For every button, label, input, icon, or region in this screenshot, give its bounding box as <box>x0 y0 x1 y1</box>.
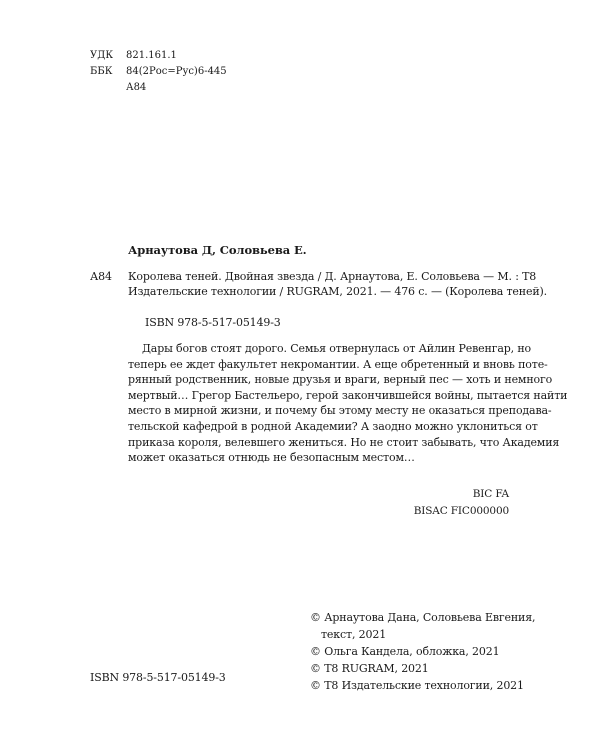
record-author: Арнаутова Д, Соловьева Е. <box>128 243 307 257</box>
annotation-line: рянный родственник, новые друзья и враги, верный пес — хоть и немного <box>128 373 553 387</box>
bbk-value: 84(2Рос=Рус)6-445 <box>126 65 227 77</box>
record-code: А84 <box>90 270 112 283</box>
copyright-line: © Т8 RUGRAM, 2021 <box>310 662 429 675</box>
copyright-line: текст, 2021 <box>321 628 387 641</box>
udk-row <box>90 47 227 63</box>
annotation-line: место в мирной жизни, и почему бы этому месту не оказаться преподава- <box>128 404 552 418</box>
author-code: А84 <box>126 81 147 93</box>
copyright-block <box>310 609 535 694</box>
record-isbn: ISBN 978-5-517-05149-3 <box>145 316 281 329</box>
footer-isbn: ISBN 978-5-517-05149-3 <box>90 671 226 684</box>
annotation-line: теперь ее ждет факультет некромантии. А еще обретенный и вновь поте- <box>128 357 548 371</box>
bbk-label: ББК <box>90 65 113 77</box>
annotation-line: приказа короля, велевшего жениться. Но не стоит забывать, что Академия <box>128 435 560 449</box>
copyright-line: © Арнаутова Дана, Соловьева Евгения, <box>310 611 536 624</box>
udk-value: 821.161.1 <box>126 49 177 61</box>
copyright-line: © Ольга Кандела, обложка, 2021 <box>310 645 500 658</box>
record-line: Издательские технологии / RUGRAM, 2021. — 476 с. — (Королева теней). <box>128 285 547 298</box>
annotation-line: может оказаться отнюдь не безопасным местом… <box>128 451 415 465</box>
annotation <box>128 341 568 466</box>
subject-codes <box>414 486 509 520</box>
classification-block <box>90 47 227 95</box>
copyright-line: © Т8 Издательские технологии, 2021 <box>310 679 524 692</box>
annotation-line: Дары богов стоят дорого. Семья отвернулась от Айлин Ревенгар, но <box>142 342 531 355</box>
bic-code: BIC FA <box>472 488 509 500</box>
bbk-row <box>90 63 227 79</box>
annotation-line: мертвый… Грегор Бастельеро, герой закончившейся войны, пытается найти <box>128 388 568 402</box>
record-description <box>128 269 547 299</box>
udk-label: УДК <box>90 49 114 61</box>
record-line: Королева теней. Двойная звезда / Д. Арнаутова, Е. Соловьева — М. : Т8 <box>128 270 537 283</box>
annotation-line: тельской кафедрой в родной Академии? А заодно можно уклониться от <box>128 419 538 433</box>
bisac-code: BISAC FIC000000 <box>413 505 509 517</box>
author-code-row <box>90 79 227 95</box>
